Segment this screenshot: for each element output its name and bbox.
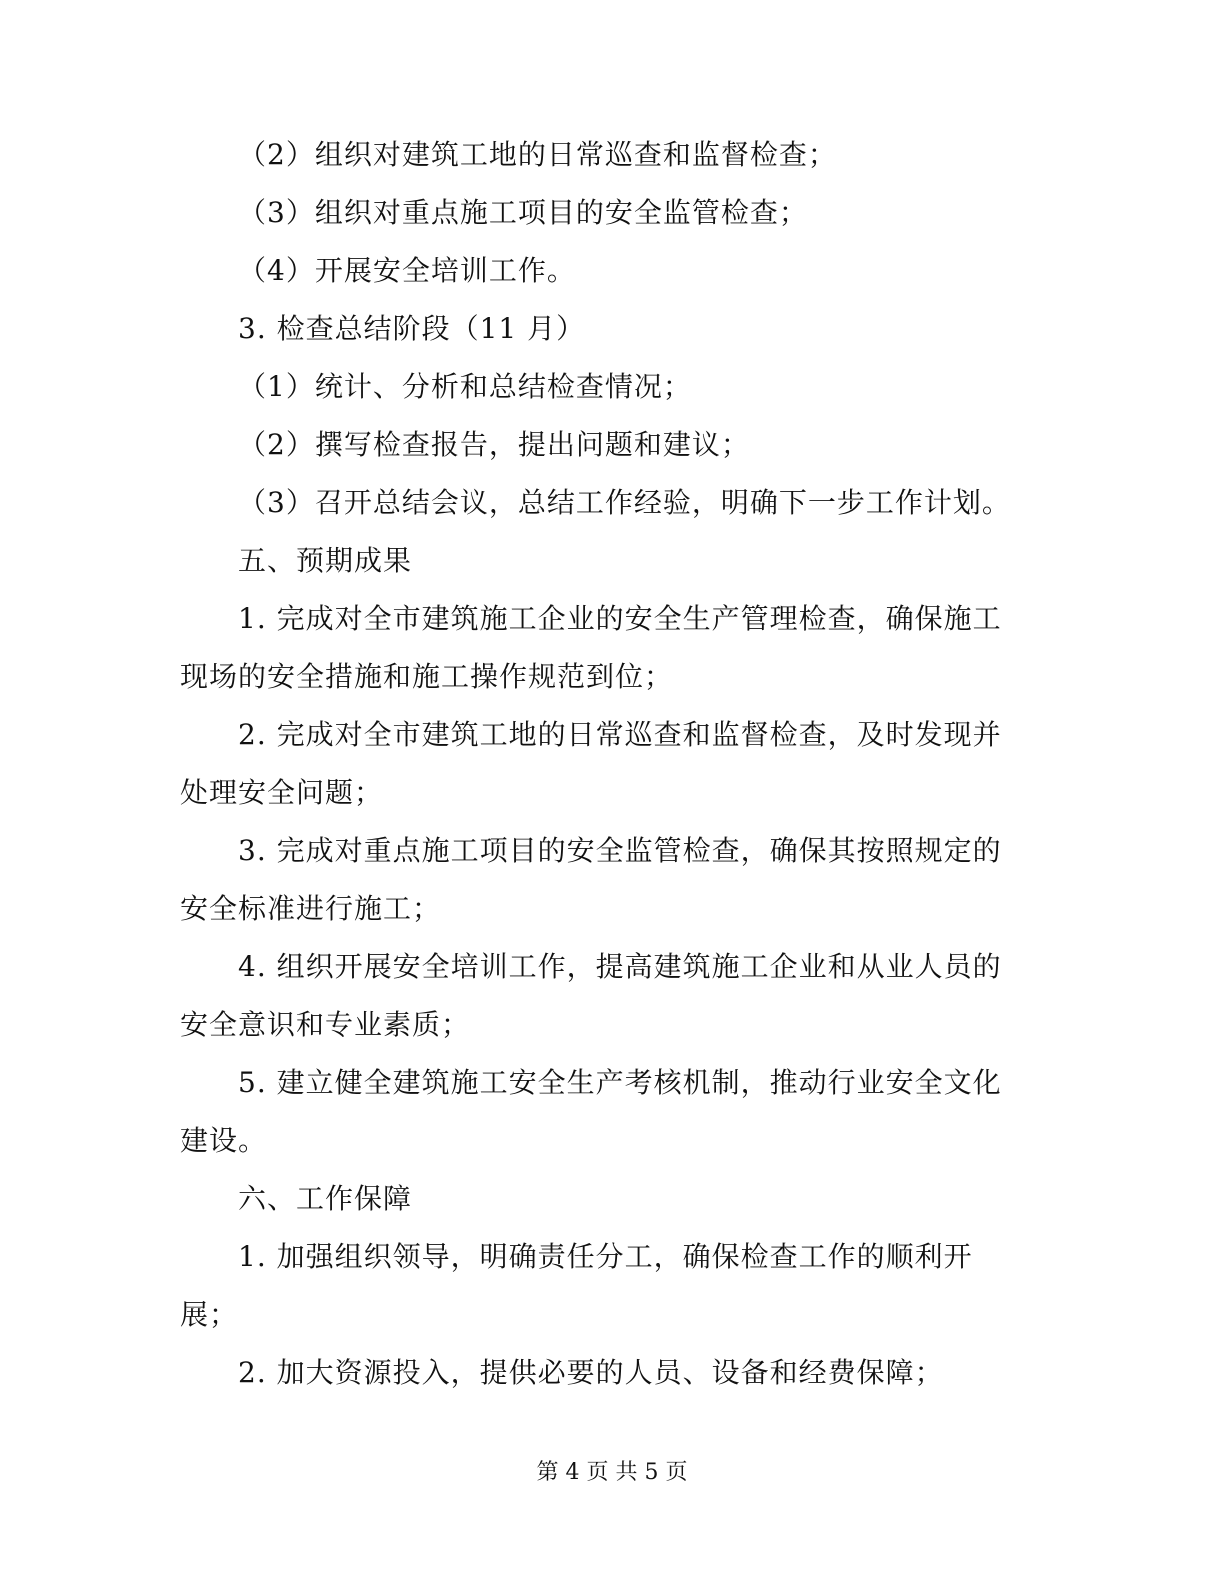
- body-line: 2. 加大资源投入，提供必要的人员、设备和经费保障；: [238, 1356, 944, 1389]
- body-line-continuation: 现场的安全措施和施工操作规范到位；: [180, 660, 674, 693]
- body-line-continuation: 安全意识和专业素质；: [180, 1008, 471, 1041]
- section-heading-work-guarantee: 六、工作保障: [238, 1182, 413, 1215]
- body-line: （2）撰写检查报告，提出问题和建议；: [238, 428, 750, 461]
- body-line: 2. 完成对全市建筑工地的日常巡查和监督检查，及时发现并: [238, 718, 1002, 751]
- section-step-heading: 3. 检查总结阶段（11 月）: [238, 312, 586, 345]
- body-line-continuation: 安全标准进行施工；: [180, 892, 442, 925]
- body-line: （3）组织对重点施工项目的安全监管检查；: [238, 196, 808, 229]
- page-number-footer: 第 4 页 共 5 页: [536, 1460, 688, 1485]
- body-line-continuation: 建设。: [180, 1124, 268, 1157]
- section-heading-expected-results: 五、预期成果: [238, 544, 413, 577]
- body-line: （3）召开总结会议，总结工作经验，明确下一步工作计划。: [238, 486, 1011, 519]
- body-line: 3. 完成对重点施工项目的安全监管检查，确保其按照规定的: [238, 834, 1002, 867]
- body-line: （4）开展安全培训工作。: [238, 254, 576, 287]
- document-body: [180, 126, 1030, 1402]
- body-line: （1）统计、分析和总结检查情况；: [238, 370, 692, 403]
- body-line-continuation: 处理安全问题；: [180, 776, 384, 809]
- body-line: 4. 组织开展安全培训工作，提高建筑施工企业和从业人员的: [238, 950, 1002, 983]
- body-line: （2）组织对建筑工地的日常巡查和监督检查；: [238, 138, 837, 171]
- body-line: 1. 加强组织领导，明确责任分工，确保检查工作的顺利开: [238, 1240, 973, 1273]
- body-line-continuation: 展；: [180, 1298, 239, 1331]
- body-line: 1. 完成对全市建筑施工企业的安全生产管理检查，确保施工: [238, 602, 1002, 635]
- body-line: 5. 建立健全建筑施工安全生产考核机制，推动行业安全文化: [238, 1066, 1002, 1099]
